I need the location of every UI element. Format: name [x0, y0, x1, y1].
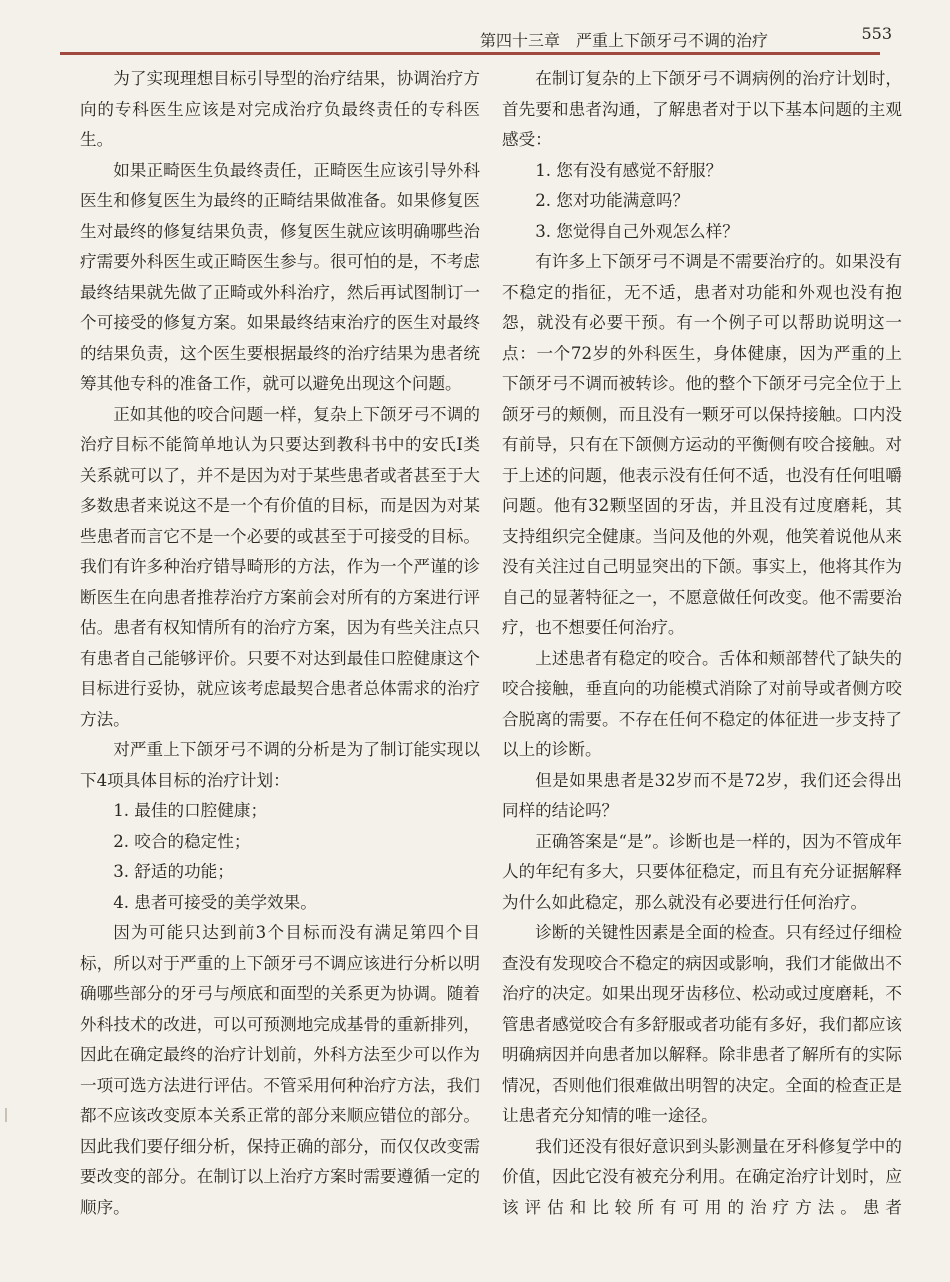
paragraph: 正确答案是“是”。诊断也是一样的，因为不管成年人的年纪有多大，只要体征稳定，而且有充分证据解释为什么如此稳定，那么就没有必要进行任何治疗。 [502, 831, 902, 912]
paragraph: 在制订复杂的上下颌牙弓不调病例的治疗计划时，首先要和患者沟通，了解患者对于以下基本问题的主观感受： [502, 69, 902, 149]
paragraph: 因为可能只达到前3个目标而没有满足第四个目标，所以对于严重的上下颌牙弓不调应该进行分析以明确哪些部分的牙弓与颅底和面型的关系更为协调。随着外科技术的改进，可以可预测地完成基骨的重新排列，因此在确定最终的治疗计划前，外科方法至少可以作为一项可选方法进行评估。不管采用何种治疗方法，我们都不应该改变原本关系正常的部分来顺应错位的部分。因此我们要仔细分析，保持正确的部分，而仅仅改变需要改变的部分。在制订以上治疗方案时需要遵循一定的顺序。 [80, 923, 480, 1217]
paragraph: 对严重上下颌牙弓不调的分析是为了制订能实现以下4项具体目标的治疗计划： [80, 740, 480, 790]
list-item: 2. 您对功能满意吗？ [535, 191, 690, 210]
scan-edge-mark [5, 1108, 7, 1122]
list-item: 2. 咬合的稳定性； [113, 831, 251, 851]
list-item: 3. 您觉得自己外观怎么样？ [535, 221, 739, 241]
running-header [60, 22, 892, 55]
chapter-title: 第四十三章 严重上下颌牙弓不调的治疗 [480, 31, 769, 50]
left-column [80, 64, 480, 1223]
paragraph: 正如其他的咬合问题一样，复杂上下颌牙弓不调的治疗目标不能简单地认为只要达到教科书中的安氏Ⅰ类关系就可以了，并不是因为对于某些患者或者甚至于大多数患者来说这不是一个有价值的目标，而是因为对某些患者而言它不是一个必要的或甚至于可接受的目标。我们有许多种治疗错㝵畸形的方法，作为一个严谨的诊断医生在向患者推荐治疗方案前会对所有的方案进行评估。患者有权知情所有的治疗方案，因为有些关注点只有患者自己能够评价。只要不对达到最佳口腔健康这个目标进行妥协，就应该考虑最契合患者总体需求的治疗方法。 [80, 404, 480, 729]
list-item: 1. 最佳的口腔健康； [113, 801, 268, 820]
paragraph: 上述患者有稳定的咬合。舌体和颊部替代了缺失的咬合接触，垂直向的功能模式消除了对前导或者侧方咬合脱离的需要。不存在任何不稳定的体征进一步支持了以上的诊断。 [502, 648, 902, 759]
paragraph: 我们还没有很好意识到头影测量在牙科修复学中的价值，因此它没有被充分利用。在确定治疗计划时，应该评估和比较所有可用的治疗方法。患者 [502, 1136, 902, 1217]
right-column [502, 64, 902, 1223]
list-item: 3. 舒适的功能； [113, 862, 234, 881]
list-item: 1. 您有没有感觉不舒服？ [535, 160, 723, 180]
paragraph: 但是如果患者是32岁而不是72岁，我们还会得出同样的结论吗？ [502, 770, 902, 820]
list-item: 4. 患者可接受的美学效果。 [113, 892, 317, 912]
page-number: 553 [861, 24, 892, 43]
paragraph: 诊断的关键性因素是全面的检查。只有经过仔细检查没有发现咬合不稳定的病因或影响，我们才能做出不治疗的决定。如果出现牙齿移位、松动或过度磨耗，不管患者感觉咬合有多舒服或者功能有多好，我们都应该明确病因并向患者加以解释。除非患者了解所有的实际情况，否则他们很难做出明智的决定。全面的检查正是让患者充分知情的唯一途径。 [502, 923, 902, 1125]
paragraph: 为了实现理想目标引导型的治疗结果，协调治疗方向的专科医生应该是对完成治疗负最终责任的专科医生。 [80, 69, 480, 149]
paragraph: 如果正畸医生负最终责任，正畸医生应该引导外科医生和修复医生为最终的正畸结果做准备。如果修复医生对最终的修复结果负责，修复医生就应该明确哪些治疗需要外科医生或正畸医生参与。很可怕的是，不考虑最终结果就先做了正畸或外科治疗，然后再试图制订一个可接受的修复方案。如果最终结束治疗的医生对最终的结果负责，这个医生要根据最终的治疗结果为患者统筹其他专科的准备工作，就可以避免出现这个问题。 [80, 160, 480, 393]
paragraph: 有许多上下颌牙弓不调是不需要治疗的。如果没有不稳定的指征，无不适，患者对功能和外观也没有抱怨，就没有必要干预。有一个例子可以帮助说明这一点：一个72岁的外科医生，身体健康，因为严重的上下颌牙弓不调而被转诊。他的整个下颌牙弓完全位于上颌牙弓的颊侧，而且没有一颗牙可以保持接触。口内没有前导，只有在下颌侧方运动的平衡侧有咬合接触。对于上述的问题，他表示没有任何不适，也没有任何咀嚼问题。他有32颗坚固的牙齿，并且没有过度磨耗，其支持组织完全健康。当问及他的外观，他笑着说他从来没有关注过自己明显突出的下颌。事实上，他将其作为自己的显著特征之一，不愿意做任何改变。他不需要治疗，也不想要任何治疗。 [502, 252, 902, 637]
